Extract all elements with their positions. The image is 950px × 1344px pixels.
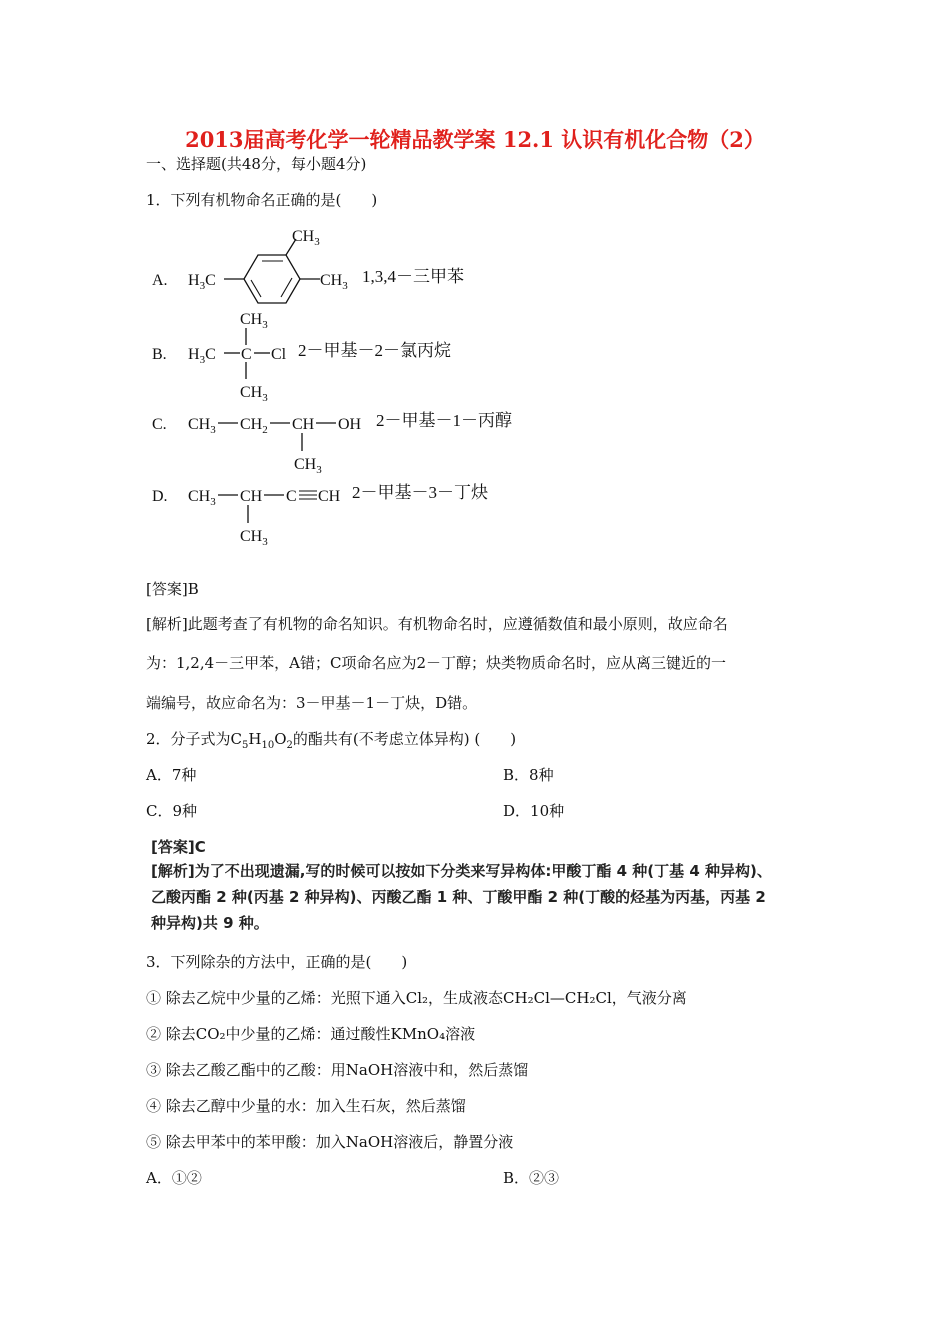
question-3-option-a: A．①② <box>146 1169 202 1187</box>
svg-text:CH3: $CH_3$ <box>320 272 348 292</box>
option-a-letter: A. <box>152 272 168 289</box>
svg-text:CH3: $CH_3$ <box>292 228 320 248</box>
question-3-option-b: B．②③ <box>503 1169 560 1187</box>
question-1-stem: 1．下列有机物命名正确的是( ) <box>146 191 378 209</box>
svg-text:Cl: Cl <box>271 346 287 363</box>
question-2-explanation-2: 乙酸丙酯 2 种(丙基 2 种异构)、丙酸乙酯 1 种、丁酸甲酯 2 种(丁酸的烃基为丙基，丙基 2 <box>151 888 766 906</box>
question-2-explanation-1: [解析]为了不出现遗漏,写的时候可以按如下分类来写异构体:甲酸丁酯 4 种(丁基 4 种异构)、 <box>151 862 772 880</box>
option-d-name: 2－甲基－3－丁炔 <box>352 483 488 502</box>
question-3-item-4: ④ 除去乙醇中少量的水：加入生石灰，然后蒸馏 <box>146 1097 466 1115</box>
question-2-option-c: C．9种 <box>146 802 198 820</box>
svg-text:C: C <box>241 346 252 363</box>
question-2-explanation-3: 种异构)共 9 种。 <box>151 914 269 932</box>
question-2-option-d: D．10种 <box>503 802 565 820</box>
option-d-letter: D. <box>152 488 168 505</box>
option-b-letter: B. <box>152 346 167 363</box>
question-1-explanation-3: 端编号，故应命名为：3－甲基－1－丁炔，D错。 <box>146 694 478 712</box>
question-1-explanation-1: [解析]此题考查了有机物的命名知识。有机物命名时，应遵循数值和最小原则，故应命名 <box>146 615 728 633</box>
question-3-item-5: ⑤ 除去甲苯中的苯甲酸：加入NaOH溶液后，静置分液 <box>146 1133 514 1151</box>
option-a-h3c: $H_3C$ <box>188 272 216 292</box>
svg-text:CH: CH <box>292 416 315 433</box>
svg-text:CH3: $CH_3$ <box>240 528 268 548</box>
option-c-letter: C. <box>152 416 167 433</box>
svg-text:H3C: $H_3C$ <box>188 346 216 366</box>
section-heading: 一、选择题(共48分，每小题4分) <box>146 155 367 173</box>
question-3-item-3: ③ 除去乙酸乙酯中的乙酸：用NaOH溶液中和，然后蒸馏 <box>146 1061 529 1079</box>
svg-text:CH3: $CH_3$ <box>240 384 268 404</box>
svg-text:OH: OH <box>338 416 362 433</box>
question-2-option-a: A．7种 <box>146 766 197 784</box>
question-3-item-2: ② 除去CO₂中少量的乙烯：通过酸性KMnO₄溶液 <box>146 1025 476 1043</box>
svg-text:C: C <box>286 488 297 505</box>
svg-text:CH3: $CH_3$ <box>188 416 216 436</box>
option-b-name: 2－甲基－2－氯丙烷 <box>298 341 451 360</box>
svg-text:CH2: $CH_2$ <box>240 416 268 436</box>
question-2-option-b: B．8种 <box>503 766 554 784</box>
svg-text:CH3: $CH_3$ <box>294 456 322 476</box>
question-1-explanation-2: 为：1,2,4－三甲苯，A错；C项命名应为2－丁醇；炔类物质命名时，应从离三键近的一 <box>146 654 727 672</box>
svg-text:CH: CH <box>240 488 263 505</box>
document-title: 2013届高考化学一轮精品教学案 12.1 认识有机化合物（2） <box>185 127 765 152</box>
question-1-answer: [答案]B <box>146 580 199 598</box>
option-c-name: 2－甲基－1－丙醇 <box>376 411 512 430</box>
svg-text:CH: CH <box>318 488 341 505</box>
option-a-name: 1,3,4－三甲苯 <box>362 267 464 286</box>
svg-text:CH3: $CH_3$ <box>188 488 216 508</box>
question-2-stem: 2．分子式为$C_5H_{10}O_2$的酯共有(不考虑立体异构) ( ) <box>146 730 517 751</box>
svg-text:CH3: $CH_3$ <box>240 311 268 331</box>
question-3-item-1: ① 除去乙烷中少量的乙烯：光照下通入Cl₂，生成液态CH₂Cl—CH₂Cl，气液分离 <box>146 989 687 1007</box>
question-2-answer: [答案]C <box>151 838 206 856</box>
question-1-structures <box>140 222 560 552</box>
question-3-stem: 3．下列除杂的方法中，正确的是( ) <box>146 953 408 971</box>
